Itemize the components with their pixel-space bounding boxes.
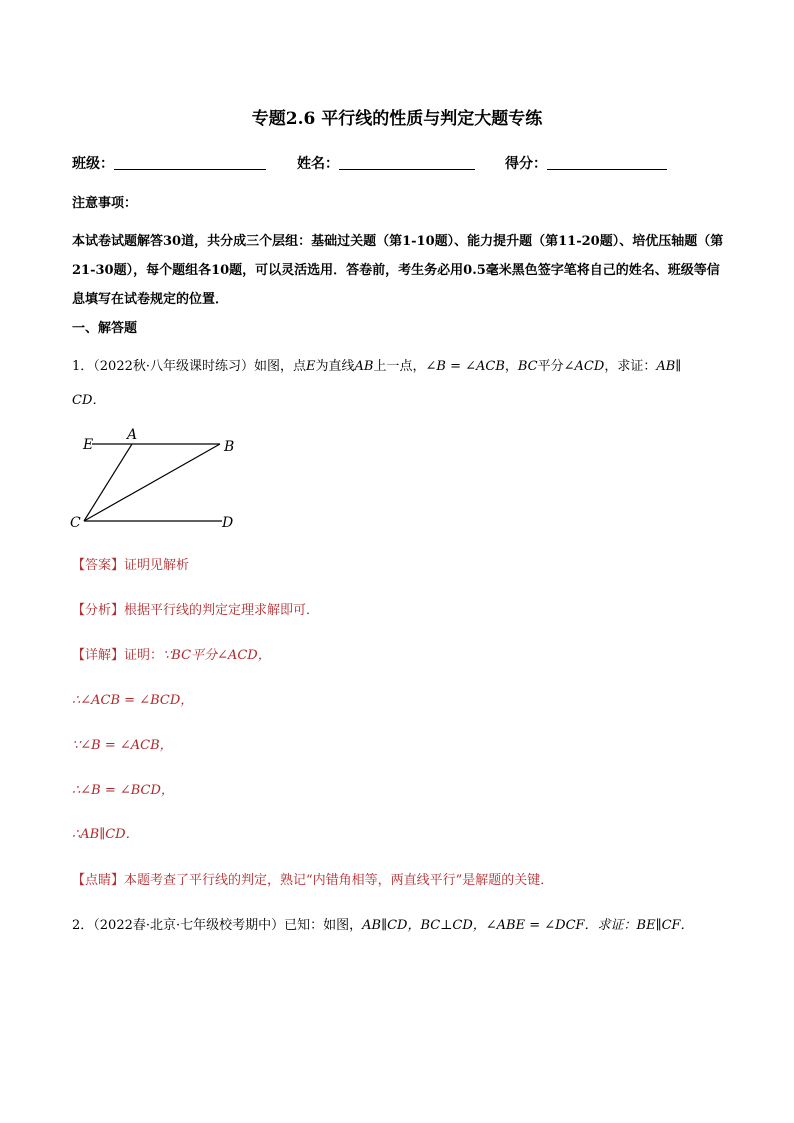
q1-math-ab: AB [354,359,374,374]
score-field [505,153,667,173]
label-e: E [83,437,94,453]
intro-text: 本试卷试题解答30道，共分成三个层组：基础过关题（第1-10题）、能力提升题（第11-20题）、培优压轴题（第21-30题），每个题组各10题，可以灵活选用．答卷前，考生务必用0.5毫米黑色签字笔将自己的姓名、班级等信息填写在试卷规定的位置． [72,234,724,307]
notice-title: 注意事项： [72,196,138,211]
page-title: 专题2.6 平行线的性质与判定大题专练 [251,109,543,129]
label-c: C [70,515,81,531]
question-2 [72,914,694,933]
name-label: 姓名： [297,156,339,172]
name-blank [339,155,475,170]
class-field [72,153,266,173]
q1-text: 为直线 [315,359,355,374]
detail-intro: 证明： [124,648,164,663]
q1-text: ，求证： [604,359,657,374]
line-ca [84,444,132,521]
detail-step: ∴∠ACB = ∠BCD， [72,693,194,708]
q2-math: AB∥CD，BC⊥CD，∠ABE = ∠DCF．求证：BE∥CF． [362,918,694,933]
label-b: B [224,439,235,455]
q1-text: ， [504,359,518,374]
q2-text: 2．（2022春·北京·七年级校考期中）已知：如图， [72,918,363,933]
class-label: 班级： [72,156,114,172]
q1-text: 上一点， [373,359,426,374]
label-a: A [127,427,138,443]
q1-comment [72,869,553,888]
detail-tag: 【详解】 [72,648,125,663]
q1-line2: CD． [72,393,106,408]
score-blank [547,155,667,170]
score-label: 得分： [505,156,547,172]
detail-step: ∵BC平分∠ACD， [163,648,271,663]
answer-tag: 【答案】 [72,558,125,573]
q1-math-angle: ∠B = ∠ACB [425,359,505,374]
class-blank [114,155,266,170]
analysis-tag: 【分析】 [72,603,125,618]
q1-figure [70,425,250,535]
q1-answer [72,554,189,573]
detail-step: ∴AB∥CD． [72,827,139,842]
q1-text: 平分 [537,359,564,374]
analysis-text: 根据平行线的判定定理求解即可． [124,603,320,618]
q1-math-abpar: AB∥ [656,359,682,374]
comment-tag: 【点睛】 [72,873,125,888]
comment-text: 本题考查了平行线的判定，熟记“内错角相等，两直线平行”是解题的关键． [124,873,554,888]
name-field [297,153,475,173]
q1-math-acd: ∠ACD [563,359,605,374]
line-cb [84,444,220,521]
detail-step: ∴∠B = ∠BCD， [72,783,174,798]
q1-detail [72,644,271,663]
q1-math-e: E [306,359,316,374]
label-d: D [222,515,234,531]
q1-math-bc: BC [517,359,538,374]
section-title: 一、解答题 [72,321,138,336]
detail-step: ∵∠B = ∠ACB， [72,738,173,753]
answer-text: 证明见解析 [124,558,190,573]
q1-analysis [72,599,319,618]
question-1 [72,352,724,381]
q1-prefix: 1．（2022秋·八年级课时练习）如图，点 [72,359,306,374]
